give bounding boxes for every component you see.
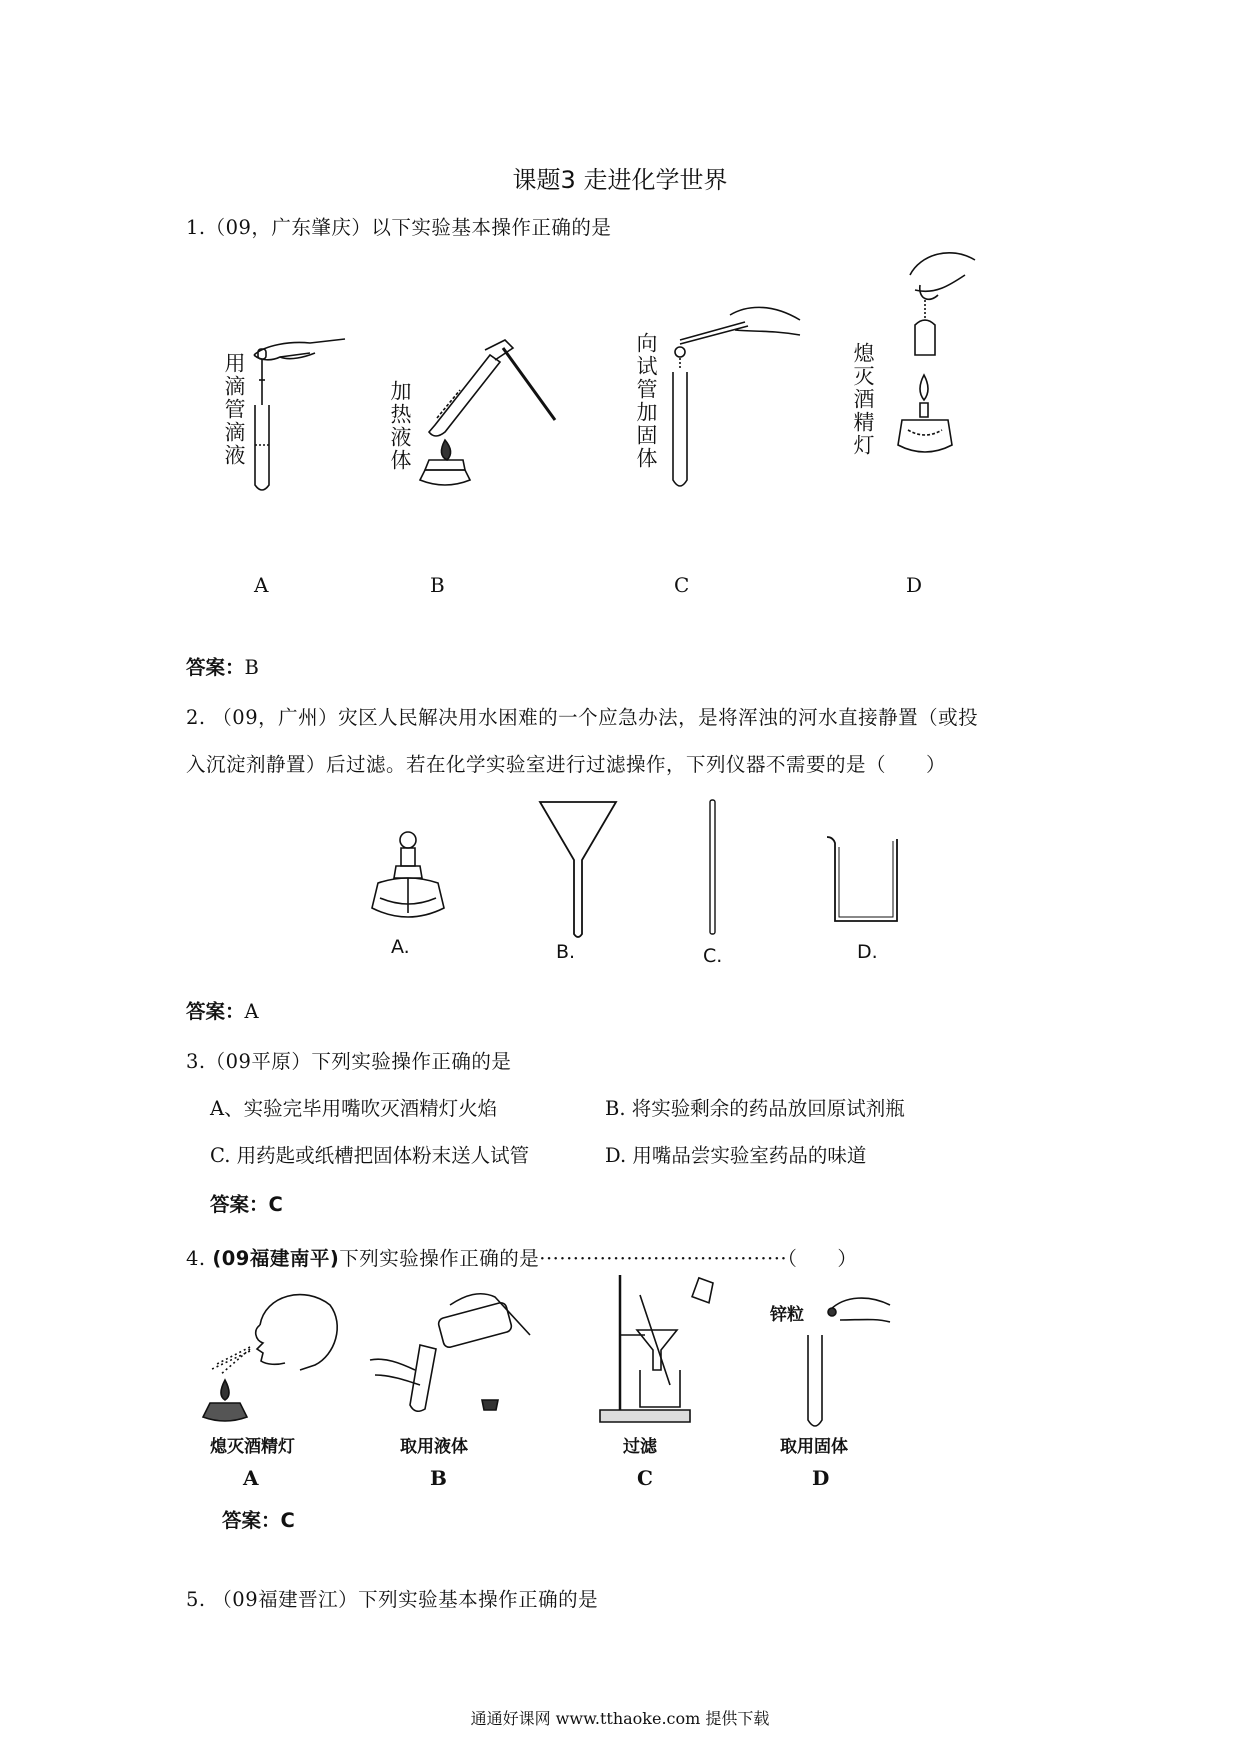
q2-answer-label: 答案： — [186, 1000, 245, 1023]
q2-figure-d-beaker — [825, 835, 903, 925]
q2-figure-b-funnel — [538, 800, 618, 940]
q4-figure-d-add-solid — [800, 1290, 900, 1430]
question-2-line-1: 2. （09，广州）灾区人民解决用水困难的一个应急办法，是将浑浊的河水直接静置（或投 — [186, 706, 979, 729]
q4-figure-c-filtration — [595, 1275, 730, 1425]
q1-figure-b-heating — [415, 330, 565, 490]
q4-caption-a: 熄灭酒精灯 — [210, 1437, 295, 1457]
q2-answer — [186, 996, 259, 1024]
question-3-text: 3.（09平原）下列实验操作正确的是 — [186, 1050, 512, 1073]
q4-caption-b: 取用液体 — [400, 1437, 468, 1457]
question-2-line-2: 入沉淀剂静置）后过滤。若在化学实验室进行过滤操作，下列仪器不需要的是（ ） — [186, 753, 947, 776]
page-footer: 通通好课网 www.tthaoke.com 提供下载 — [470, 1709, 770, 1728]
q1-label-b: 加热液体 — [388, 380, 412, 472]
question-4 — [186, 1243, 857, 1271]
q1-figure-d-extinguish — [880, 245, 990, 475]
q4-answer — [222, 1505, 295, 1533]
q3-option-c: C. 用药匙或纸槽把固体粉末送人试管 — [210, 1144, 530, 1167]
q2-figure-a-alcohol-lamp — [368, 828, 448, 928]
q2-answer-value: A — [244, 1000, 259, 1023]
q1-figure-a-dropper — [250, 335, 360, 495]
q1-letter-c: C — [674, 573, 690, 597]
q4-caption-d: 取用固体 — [780, 1437, 848, 1457]
q1-label-a: 用滴管滴液 — [222, 352, 246, 467]
q3-option-a: A、实验完毕用嘴吹灭酒精灯火焰 — [210, 1097, 498, 1120]
q1-answer — [186, 652, 259, 680]
q1-figure-c-add-solid — [660, 300, 810, 490]
q3-answer-value: C — [268, 1193, 283, 1216]
question-5-text: 5. （09福建晋江）下列实验基本操作正确的是 — [186, 1588, 599, 1611]
q4-letter-d: D — [812, 1466, 830, 1490]
q4-number: 4. — [186, 1247, 206, 1270]
q1-answer-label: 答案： — [186, 656, 245, 679]
q3-option-b: B. 将实验剩余的药品放回原试剂瓶 — [605, 1097, 905, 1120]
q4-answer-label: 答案： — [222, 1509, 281, 1532]
q4-letter-b: B — [430, 1466, 447, 1490]
q2-letter-d: D. — [857, 941, 878, 963]
q4-figure-a-blow-lamp — [205, 1285, 345, 1425]
q1-answer-value: B — [244, 656, 259, 679]
q1-letter-d: D — [906, 573, 923, 597]
q4-zinc-label: 锌粒 — [770, 1305, 804, 1325]
q1-label-c: 向试管加固体 — [634, 332, 658, 470]
q1-letter-a: A — [254, 573, 269, 597]
q2-letter-c: C. — [703, 945, 723, 967]
q2-figure-c-glass-rod — [708, 800, 718, 935]
q2-letter-a: A. — [391, 936, 410, 958]
q2-letter-b: B. — [556, 941, 576, 963]
q3-answer — [210, 1189, 283, 1217]
q1-label-d: 熄灭酒精灯 — [851, 342, 875, 457]
page-title: 课题3 走进化学世界 — [512, 166, 728, 194]
q4-caption-c: 过滤 — [623, 1437, 657, 1457]
q1-letter-b: B — [430, 573, 445, 597]
q4-letter-a: A — [243, 1466, 259, 1490]
q4-text: 下列实验操作正确的是·····································（ ） — [339, 1247, 858, 1270]
q4-source: (09福建南平) — [212, 1247, 340, 1270]
q4-letter-c: C — [637, 1466, 653, 1490]
q3-option-d: D. 用嘴品尝实验室药品的味道 — [605, 1144, 867, 1167]
q4-figure-b-pour-liquid — [370, 1285, 530, 1425]
question-1-text: 1.（09，广东肇庆）以下实验基本操作正确的是 — [186, 216, 612, 239]
q3-answer-label: 答案： — [210, 1193, 269, 1216]
q4-answer-value: C — [280, 1509, 295, 1532]
